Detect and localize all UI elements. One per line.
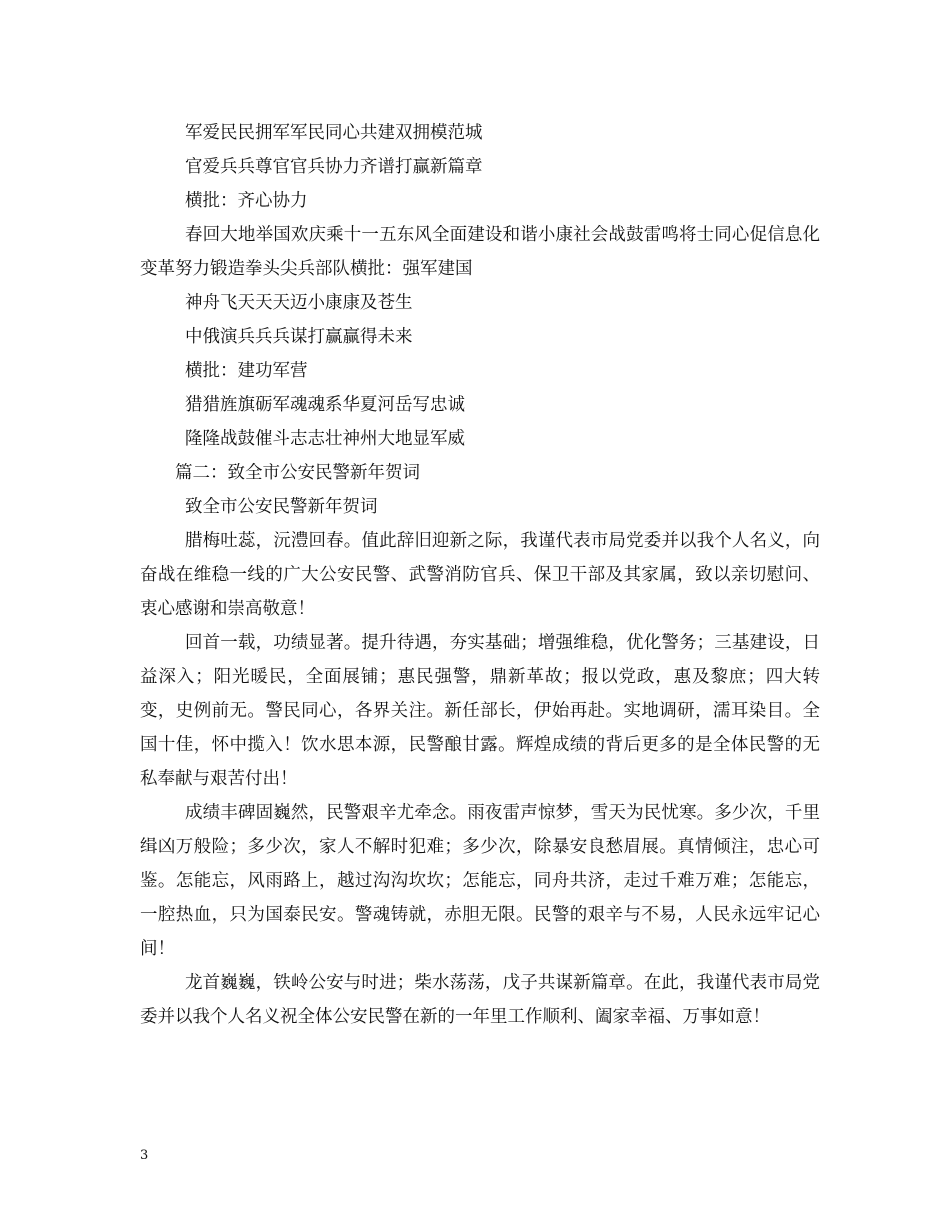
- couplet-line: 猎猎旌旗砺军魂魂系华夏河岳写忠诚: [185, 395, 465, 415]
- couplet-banner: 横批：建功军营: [185, 361, 308, 381]
- page-number: 3: [140, 1148, 149, 1163]
- letter-paragraph: 回首一载，功绩显著。提升待遇，夯实基础；增强维稳，优化警务；三基建设，日益深入；阳光暖民，全面展铺；惠民强警，鼎新革故；报以党政，惠及黎庶；四大转变，史例前无。警民同心，各界关注。新任部长，伊始再赴。实地调研，濡耳染目。全国十佳，怀中揽入！饮水思本源，民警酿甘露。辉煌成绩的背后更多的是全体民警的无私奉献与艰苦付出！: [140, 633, 820, 789]
- letter-paragraph: 腊梅吐蕊，沅澧回春。值此辞旧迎新之际，我谨代表市局党委并以我个人名义，向奋战在维稳一线的广大公安民警、武警消防官兵、保卫干部及其家属，致以亲切慰问、衷心感谢和崇高敬意！: [140, 531, 820, 619]
- letter-paragraph: 龙首巍巍，铁岭公安与时进；柴水荡荡，戊子共谋新篇章。在此，我谨代表市局党委并以我个人名义祝全体公安民警在新的一年里工作顺利、阖家幸福、万事如意！: [140, 973, 820, 1027]
- couplet-line: 神舟飞天天天迈小康康及苍生: [185, 293, 413, 313]
- couplet-line: 官爱兵兵尊官官兵协力齐谱打赢新篇章: [185, 157, 483, 177]
- couplet-line: 隆隆战鼓催斗志志壮神州大地显军威: [185, 429, 465, 449]
- letter-title: 致全市公安民警新年贺词: [185, 497, 378, 517]
- letter-paragraph: 成绩丰碑固巍然，民警艰辛尤牵念。雨夜雷声惊梦，雪天为民忧寒。多少次，千里缉凶万般险；多少次，家人不解时犯难；多少次，除暴安良愁眉展。真情倾注，忠心可鉴。怎能忘，风雨路上，越过沟沟坎坎；怎能忘，同舟共济，走过千难万难；怎能忘，一腔热血，只为国泰民安。警魂铸就，赤胆无限。民警的艰辛与不易，人民永远牢记心间！: [140, 803, 820, 959]
- couplet-paragraph: 春回大地举国欢庆乘十一五东风全面建设和谐小康社会战鼓雷鸣将士同心促信息化变革努力锻造拳头尖兵部队横批：强军建国: [140, 225, 820, 279]
- couplet-banner: 横批：齐心协力: [185, 191, 308, 211]
- document-body: [140, 116, 820, 1034]
- section-heading: 篇二：致全市公安民警新年贺词: [175, 463, 420, 483]
- couplet-line: 军爱民民拥军军民同心共建双拥模范城: [185, 123, 483, 143]
- couplet-line: 中俄演兵兵兵谋打赢赢得未来: [185, 327, 413, 347]
